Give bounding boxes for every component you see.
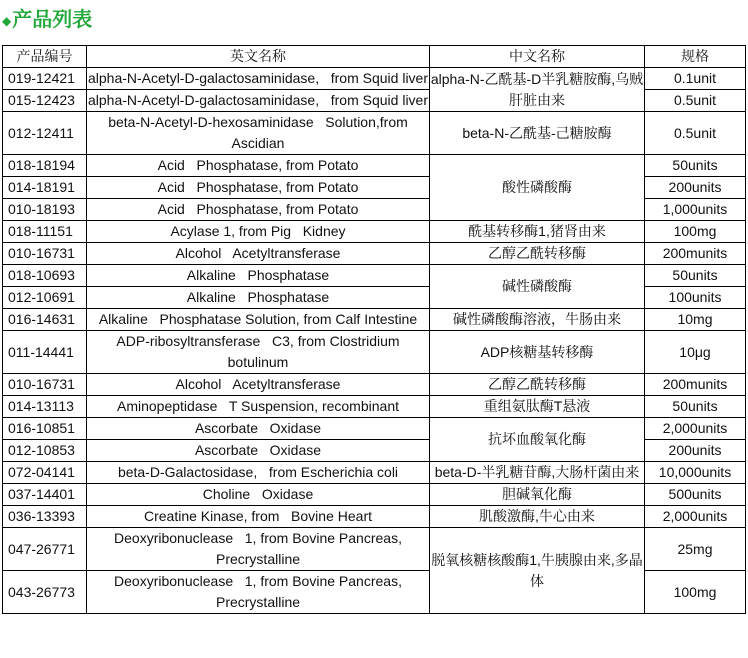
spec: 2,000units — [645, 506, 746, 528]
english-name: Choline Oxidase — [87, 484, 430, 506]
spec: 2,000units — [645, 418, 746, 440]
product-code: 047-26771 — [3, 528, 87, 571]
chinese-name: alpha-N-乙酰基-D半乳糖胺酶,乌贼肝脏由来 — [430, 68, 645, 112]
english-name: Aminopeptidase T Suspension, recombinant — [87, 396, 430, 418]
english-name: Alcohol Acetyltransferase — [87, 374, 430, 396]
english-name: Ascorbate Oxidase — [87, 440, 430, 462]
table-header-row — [3, 46, 746, 68]
spec: 10μg — [645, 331, 746, 374]
chinese-name: 抗坏血酸氧化酶 — [430, 418, 645, 462]
english-name: Acid Phosphatase, from Potato — [87, 199, 430, 221]
product-code: 010-16731 — [3, 374, 87, 396]
english-name: beta-N-Acetyl-D-hexosaminidase Solution,from Ascidian — [87, 112, 430, 155]
product-code: 012-10691 — [3, 287, 87, 309]
spec: 200units — [645, 177, 746, 199]
table-row — [3, 484, 746, 506]
spec: 25mg — [645, 528, 746, 571]
diamond-bullet-icon: ◆ — [2, 13, 12, 28]
spec: 10,000units — [645, 462, 746, 484]
product-code: 011-14441 — [3, 331, 87, 374]
chinese-name: ADP核糖基转移酶 — [430, 331, 645, 374]
english-name: Creatine Kinase, from Bovine Heart — [87, 506, 430, 528]
spec: 1,000units — [645, 199, 746, 221]
product-table — [2, 45, 746, 614]
table-row — [3, 243, 746, 265]
title-text: 产品列表 — [12, 9, 93, 31]
spec: 0.1unit — [645, 68, 746, 90]
table-row — [3, 528, 746, 571]
chinese-name: beta-N-乙酰基-己糖胺酶 — [430, 112, 645, 155]
chinese-name: 肌酸激酶,牛心由来 — [430, 506, 645, 528]
chinese-name: 酰基转移酶1,猪肾由来 — [430, 221, 645, 243]
product-code: 036-13393 — [3, 506, 87, 528]
header-chinese-name: 中文名称 — [430, 46, 645, 68]
product-code: 016-10851 — [3, 418, 87, 440]
chinese-name: 酸性磷酸酶 — [430, 155, 645, 221]
product-code: 037-14401 — [3, 484, 87, 506]
spec: 50units — [645, 396, 746, 418]
english-name: Alkaline Phosphatase — [87, 287, 430, 309]
header-spec: 规格 — [645, 46, 746, 68]
english-name: Deoxyribonuclease 1, from Bovine Pancreas, Precrystalline — [87, 528, 430, 571]
table-row — [3, 506, 746, 528]
spec: 50units — [645, 265, 746, 287]
table-row — [3, 68, 746, 90]
product-code: 016-14631 — [3, 309, 87, 331]
chinese-name: 重组氨肽酶T悬液 — [430, 396, 645, 418]
product-code: 018-18194 — [3, 155, 87, 177]
header-english-name: 英文名称 — [87, 46, 430, 68]
spec: 200munits — [645, 374, 746, 396]
spec: 100mg — [645, 221, 746, 243]
header-code: 产品编号 — [3, 46, 87, 68]
english-name: Alkaline Phosphatase — [87, 265, 430, 287]
spec: 200units — [645, 440, 746, 462]
chinese-name: 碱性磷酸酶 — [430, 265, 645, 309]
spec: 50units — [645, 155, 746, 177]
chinese-name: 碱性磷酸酶溶液，牛肠由来 — [430, 309, 645, 331]
product-code: 015-12423 — [3, 90, 87, 112]
spec: 10mg — [645, 309, 746, 331]
spec: 100units — [645, 287, 746, 309]
spec: 0.5unit — [645, 90, 746, 112]
table-row — [3, 374, 746, 396]
table-row — [3, 155, 746, 177]
product-code: 012-12411 — [3, 112, 87, 155]
english-name: Ascorbate Oxidase — [87, 418, 430, 440]
english-name: alpha-N-Acetyl-D-galactosaminidase, from Squid liver — [87, 68, 430, 90]
english-name: alpha-N-Acetyl-D-galactosaminidase, from Squid liver — [87, 90, 430, 112]
spec: 200munits — [645, 243, 746, 265]
table-row — [3, 418, 746, 440]
table-row — [3, 265, 746, 287]
table-row — [3, 331, 746, 374]
product-code: 018-11151 — [3, 221, 87, 243]
chinese-name: 乙醇乙酰转移酶 — [430, 243, 645, 265]
english-name: Acid Phosphatase, from Potato — [87, 177, 430, 199]
product-code: 014-13113 — [3, 396, 87, 418]
chinese-name: beta-D-半乳糖苷酶,大肠杆菌由来 — [430, 462, 645, 484]
product-code: 019-12421 — [3, 68, 87, 90]
product-code: 010-16731 — [3, 243, 87, 265]
spec: 500units — [645, 484, 746, 506]
english-name: Alcohol Acetyltransferase — [87, 243, 430, 265]
spec: 100mg — [645, 571, 746, 614]
product-code: 043-26773 — [3, 571, 87, 614]
english-name: Acylase 1, from Pig Kidney — [87, 221, 430, 243]
table-row — [3, 309, 746, 331]
spec: 0.5unit — [645, 112, 746, 155]
chinese-name: 脱氧核糖核酸酶1,牛胰腺由来,多晶体 — [430, 528, 645, 614]
english-name: Acid Phosphatase, from Potato — [87, 155, 430, 177]
english-name: Alkaline Phosphatase Solution, from Calf Intestine — [87, 309, 430, 331]
chinese-name: 胆碱氧化酶 — [430, 484, 645, 506]
product-code: 072-04141 — [3, 462, 87, 484]
table-row — [3, 221, 746, 243]
product-code: 014-18191 — [3, 177, 87, 199]
english-name: beta-D-Galactosidase, from Escherichia coli — [87, 462, 430, 484]
english-name: ADP-ribosyltransferase C3, from Clostridium botulinum — [87, 331, 430, 374]
product-code: 012-10853 — [3, 440, 87, 462]
chinese-name: 乙醇乙酰转移酶 — [430, 374, 645, 396]
table-row — [3, 112, 746, 155]
table-row — [3, 396, 746, 418]
product-code: 010-18193 — [3, 199, 87, 221]
table-row — [3, 462, 746, 484]
page-title — [2, 6, 92, 35]
english-name: Deoxyribonuclease 1, from Bovine Pancreas, Precrystalline — [87, 571, 430, 614]
product-code: 018-10693 — [3, 265, 87, 287]
